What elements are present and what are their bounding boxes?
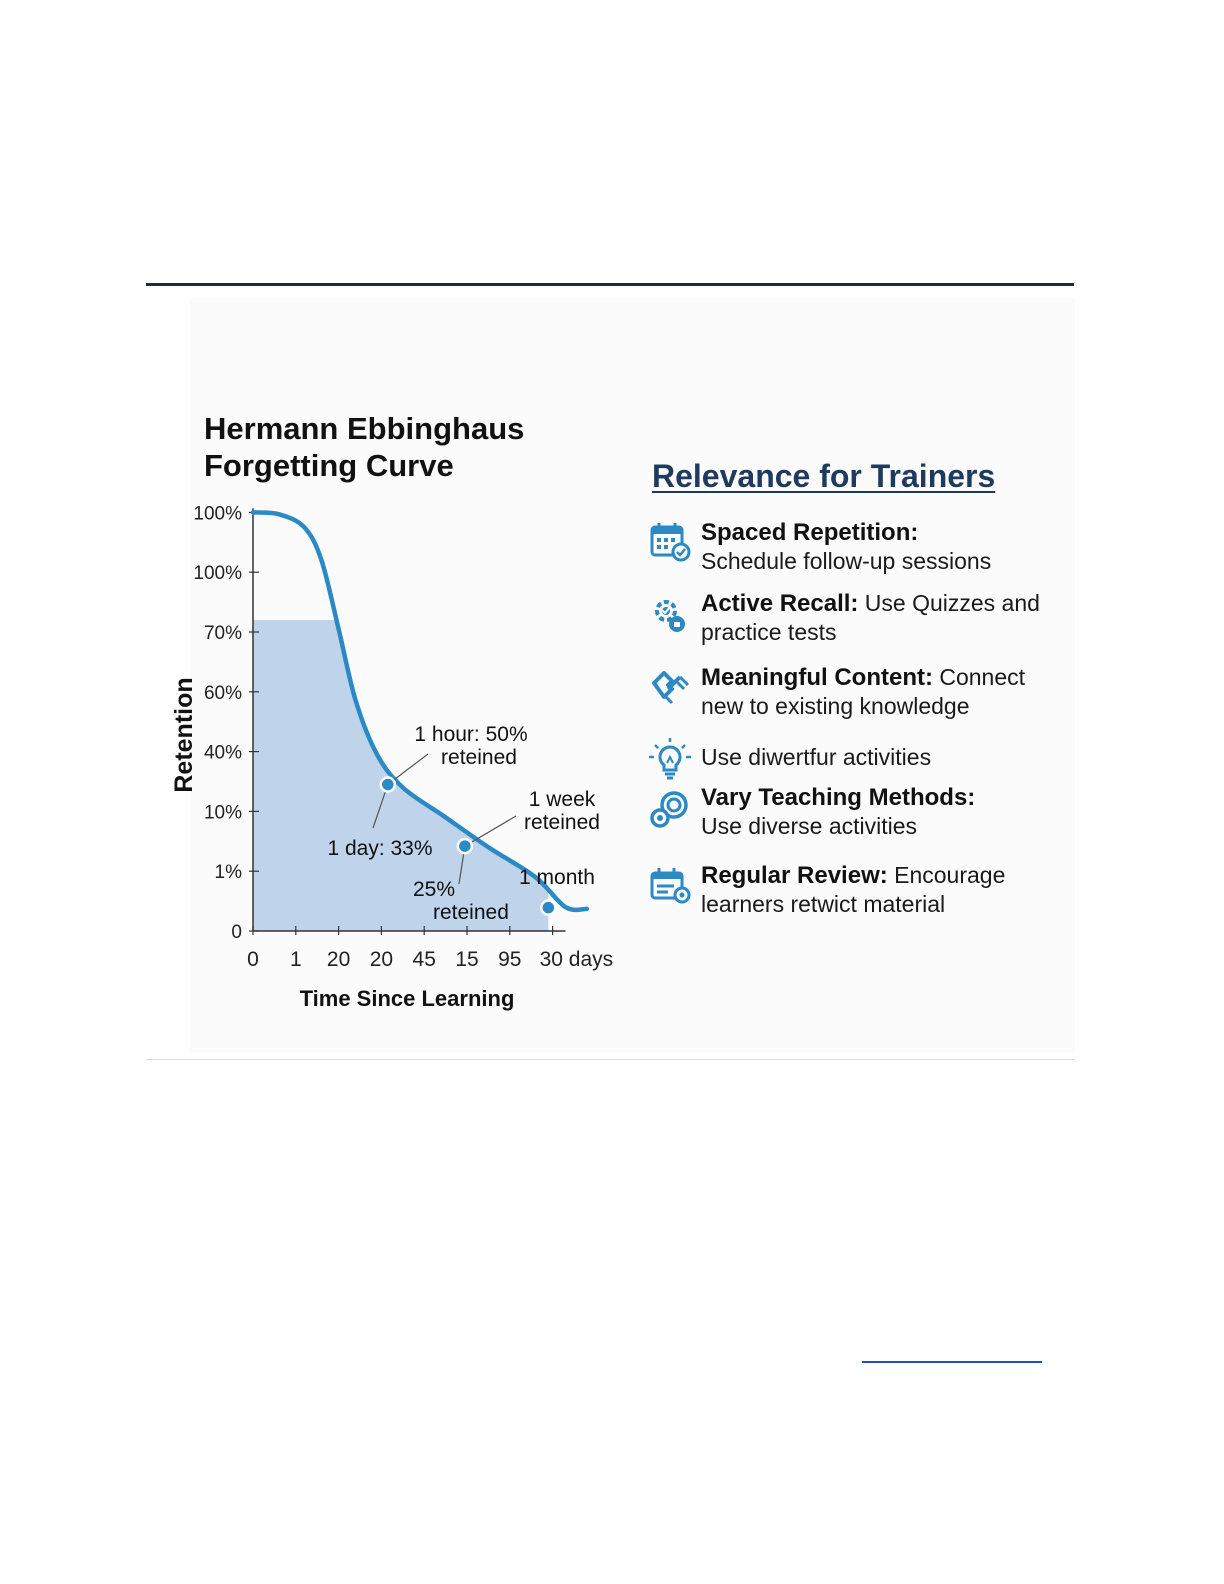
- relevance-item-description: Use Quizzes and practice tests: [701, 590, 1040, 645]
- relevance-item-text: [701, 743, 1071, 771]
- relevance-item-heading: Meaningful Content:: [701, 664, 933, 691]
- y-tick-label: 70%: [203, 623, 242, 644]
- x-tick-label: 30 days: [539, 948, 614, 971]
- retention-area-fill: [253, 620, 548, 931]
- x-axis-label: Time Since Learning: [299, 986, 515, 1011]
- relevance-item-text: [701, 518, 1071, 575]
- relevance-item-text: [701, 589, 1071, 646]
- x-tick-label: 45: [412, 948, 436, 971]
- x-tick-label: 20: [369, 948, 394, 971]
- one-week-label-line: reteined: [524, 811, 600, 834]
- x-tick-label: 15: [455, 948, 479, 971]
- milestone-point: [381, 777, 395, 791]
- relevance-item-description: Encourage learners retwict material: [701, 862, 1006, 917]
- link-underline[interactable]: [862, 1361, 1042, 1363]
- relevance-item-text: [701, 783, 1071, 840]
- y-axis-label: Retention: [170, 677, 198, 793]
- relevance-item-description: Connect new to existing knowledge: [701, 664, 1026, 719]
- gear-lock-icon: [646, 591, 694, 639]
- relevance-item-heading: Spaced Repetition:: [701, 519, 919, 546]
- milestone-point: [541, 901, 555, 915]
- one-hour-label-line: reteined: [441, 746, 517, 769]
- y-tick-label: 0: [231, 922, 242, 943]
- x-tick-label: 20: [326, 948, 351, 971]
- relevance-item-description: Schedule follow-up sessions: [701, 548, 992, 574]
- y-tick-label: 10%: [203, 802, 242, 824]
- y-tick-label: 40%: [203, 742, 242, 764]
- calendar-check-icon: [646, 518, 694, 566]
- one-week-label-line: 1 week: [528, 788, 596, 811]
- lightbulb-icon: [646, 735, 694, 783]
- chart-title-line-2: Forgetting Curve: [204, 448, 454, 483]
- one-day-label-line: 1 day: 33%: [327, 837, 433, 860]
- one-month-label-line: 1 month: [519, 866, 595, 889]
- calendar-review-icon: [646, 861, 694, 909]
- milestone-point: [458, 839, 472, 853]
- x-tick-label: 95: [498, 948, 522, 971]
- twenty-five-label-line: reteined: [433, 901, 509, 924]
- annotation-leader-line: [465, 816, 516, 846]
- one-hour-label-line: 1 hour: 50%: [414, 723, 528, 746]
- y-tick-label: 1%: [214, 862, 242, 884]
- swirl-methods-icon: [646, 785, 694, 833]
- x-tick-label: 0: [247, 948, 259, 971]
- relevance-item-heading: Regular Review:: [701, 862, 888, 889]
- relevance-title: Relevance for Trainers: [652, 458, 996, 494]
- relevance-item-description: Use diwertfur activities: [701, 744, 932, 770]
- relevance-item-text: [701, 663, 1071, 720]
- y-tick-label: 100%: [193, 563, 242, 585]
- twenty-five-label-line: 25%: [413, 878, 456, 901]
- relevance-item-heading: Vary Teaching Methods:: [701, 784, 976, 811]
- x-tick-label: 1: [289, 948, 302, 971]
- puzzle-connect-icon: [646, 663, 694, 711]
- y-tick-label: 60%: [203, 682, 242, 704]
- relevance-item-text: [701, 861, 1071, 918]
- relevance-item-description: Use diverse activities: [701, 813, 918, 839]
- bottom-rule: [146, 1059, 1074, 1060]
- y-tick-label: 100%: [193, 503, 242, 525]
- relevance-item-heading: Active Recall:: [701, 590, 859, 617]
- chart-title-line-1: Hermann Ebbinghaus: [204, 411, 525, 446]
- forgetting-curve-chart: [0, 0, 640, 1040]
